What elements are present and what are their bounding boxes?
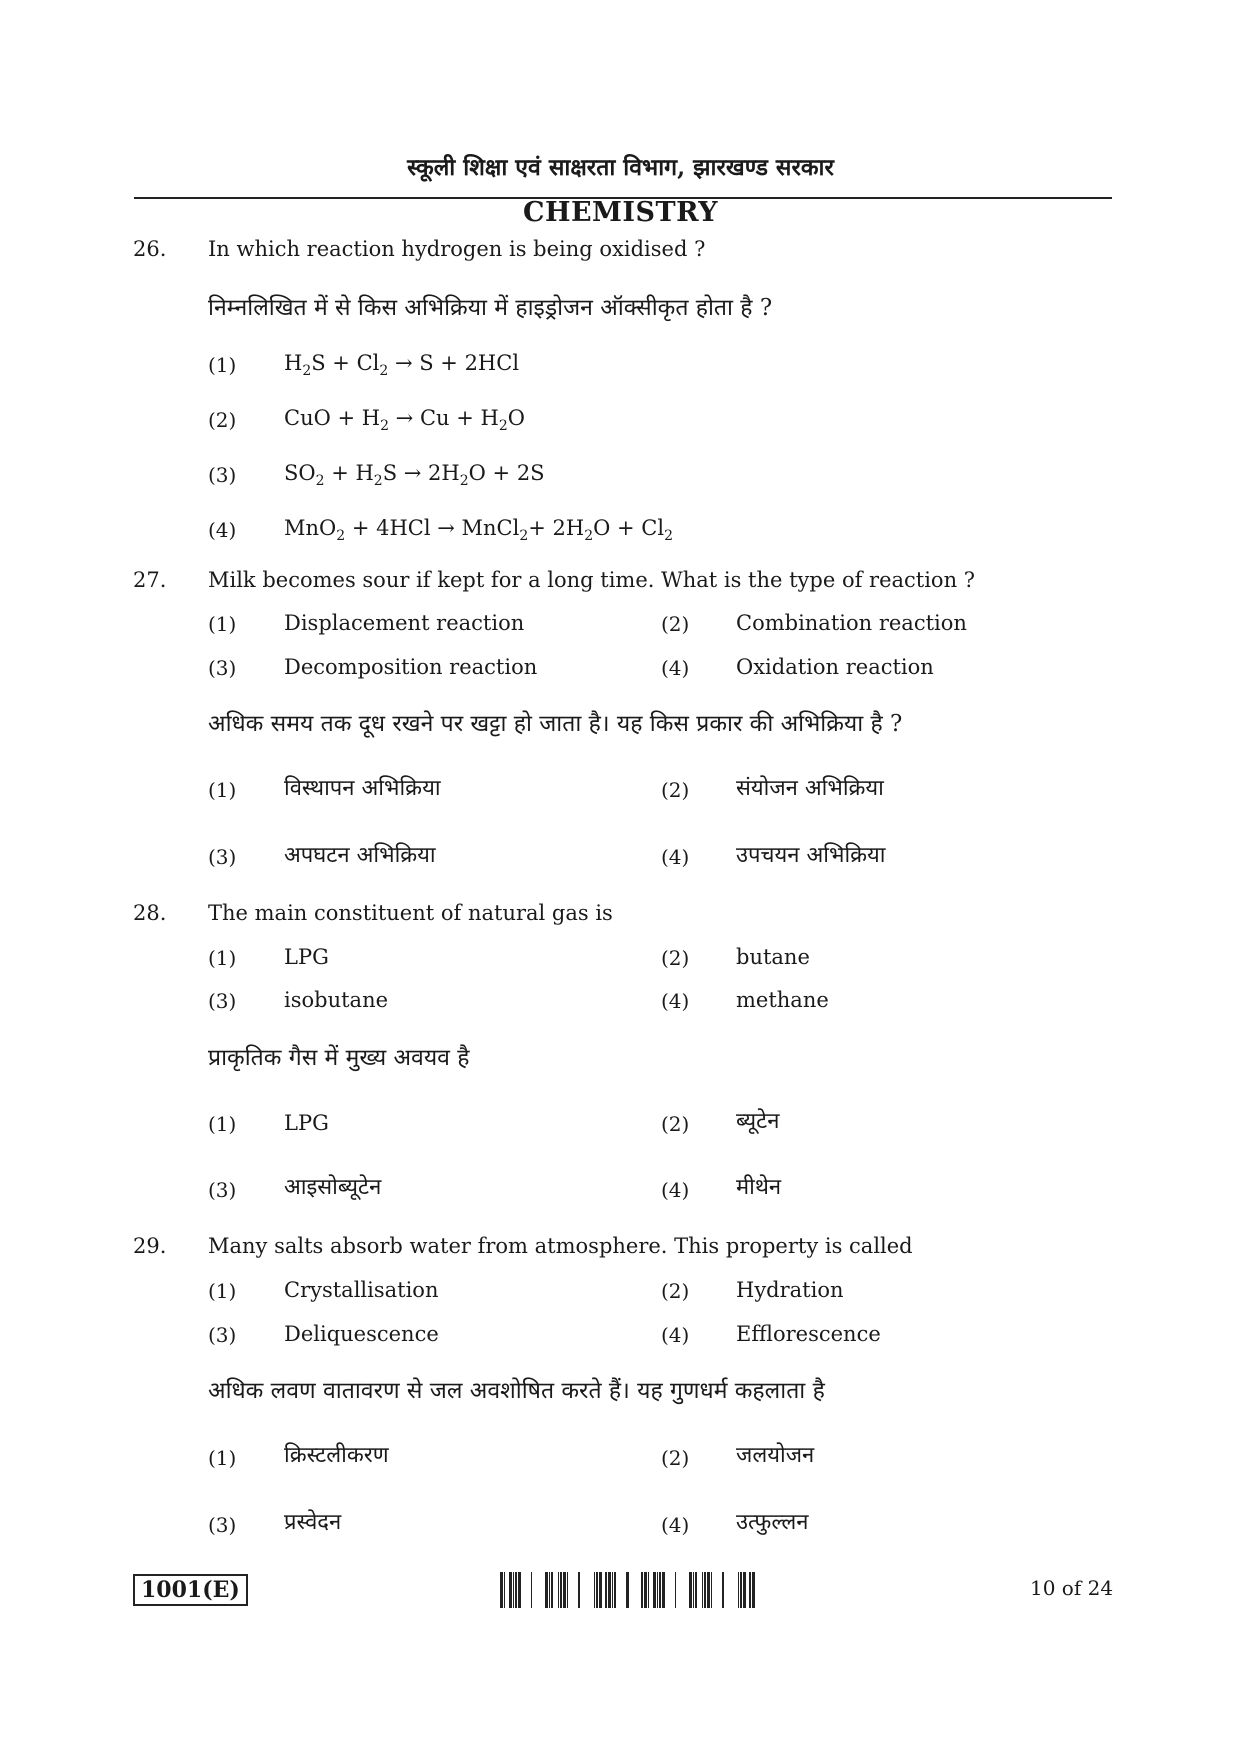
q26-option-3-number: (3) (208, 463, 237, 487)
barcode-bar (614, 1572, 616, 1608)
q27-hi-option-3-number: (3) (208, 845, 237, 869)
q27-hi-option-1-text: विस्थापन अभिक्रिया (284, 776, 441, 801)
q27-option-1-number: (1) (208, 612, 237, 636)
q28-hi-option-1-number: (1) (208, 1112, 237, 1136)
question-28-text-en: The main constituent of natural gas is (208, 901, 613, 925)
question-29-number: 29. (133, 1234, 167, 1258)
q26-option-4-equation: MnO$_2$ + 4HCl → MnCl$_2$+ $2H_2O + Cl_2$ (284, 516, 674, 545)
barcode-bar (504, 1572, 505, 1608)
q28-hi-option-2-text: ब्यूटेन (736, 1109, 780, 1134)
q29-hi-option-3-number: (3) (208, 1513, 237, 1537)
q27-hi-option-4-text: उपचयन अभिक्रिया (736, 843, 886, 868)
q27-option-2-number: (2) (661, 612, 690, 636)
q27-option-1-text: Displacement reaction (284, 611, 525, 635)
q29-hi-option-3-text: प्रस्वेदन (284, 1510, 342, 1535)
barcode-bar (657, 1572, 658, 1608)
barcode-bar (605, 1572, 607, 1608)
q28-hi-option-2-number: (2) (661, 1112, 690, 1136)
barcode-bar (707, 1572, 710, 1608)
q29-option-2-number: (2) (661, 1279, 690, 1303)
q28-option-4-text: methane (736, 988, 829, 1012)
barcode-bar (743, 1572, 746, 1608)
question-26-text-en: In which reaction hydrogen is being oxidised ? (208, 237, 706, 261)
q27-hi-option-2-text: संयोजन अभिक्रिया (736, 776, 884, 801)
barcode-bar (752, 1572, 755, 1608)
barcode-bar (711, 1572, 712, 1608)
q26-option-1-equation: $H_2S + Cl_2 \to S + 2HCl$ (284, 351, 520, 380)
q29-hi-option-2-number: (2) (661, 1446, 690, 1470)
barcode-bar (500, 1572, 503, 1608)
question-27-text-en: Milk becomes sour if kept for a long time. What is the type of reaction ? (208, 568, 976, 592)
barcode-bar (549, 1572, 550, 1608)
q29-hi-option-1-text: क्रिस्टलीकरण (284, 1443, 389, 1468)
q29-hi-option-4-number: (4) (661, 1513, 690, 1537)
barcode-bar (749, 1572, 751, 1608)
barcode-bar (560, 1572, 562, 1608)
barcode-bar (558, 1572, 559, 1608)
q27-option-4-text: Oxidation reaction (736, 655, 934, 679)
q26-option-1-number: (1) (208, 353, 237, 377)
barcode-bar (551, 1572, 553, 1608)
q29-hi-option-1-number: (1) (208, 1446, 237, 1470)
q29-option-4-text: Efflorescence (736, 1322, 881, 1346)
question-28-number: 28. (133, 901, 167, 925)
q27-option-4-number: (4) (661, 656, 690, 680)
barcode-bar (608, 1572, 611, 1608)
q27-option-3-number: (3) (208, 656, 237, 680)
q28-hi-option-1-text: LPG (284, 1111, 329, 1135)
barcode (500, 1572, 758, 1608)
barcode-bar (659, 1572, 661, 1608)
question-27-number: 27. (133, 568, 167, 592)
q28-hi-option-3-number: (3) (208, 1178, 237, 1202)
barcode-bar (626, 1572, 629, 1608)
q28-option-4-number: (4) (661, 989, 690, 1013)
q28-hi-option-4-text: मीथेन (736, 1175, 782, 1200)
q29-option-1-text: Crystallisation (284, 1278, 439, 1302)
q28-option-2-text: butane (736, 945, 810, 969)
q29-hi-option-2-text: जलयोजन (736, 1443, 815, 1468)
q29-option-4-number: (4) (661, 1323, 690, 1347)
subject-title: CHEMISTRY (522, 197, 719, 228)
barcode-bar (599, 1572, 602, 1608)
barcode-bar (662, 1572, 665, 1608)
q29-option-1-number: (1) (208, 1279, 237, 1303)
q26-option-4-number: (4) (208, 518, 237, 542)
q27-hi-option-2-number: (2) (661, 778, 690, 802)
q29-option-3-text: Deliquescence (284, 1322, 439, 1346)
barcode-bar (515, 1572, 517, 1608)
barcode-bar (689, 1572, 692, 1608)
question-29-text-en: Many salts absorb water from atmosphere. This property is called (208, 1234, 913, 1258)
question-29-text-hi: अधिक लवण वातावरण से जल अवशोषित करते हैं। यह गुणधर्म कहलाता है (208, 1378, 825, 1404)
barcode-bar (578, 1572, 580, 1608)
question-27-text-hi: अधिक समय तक दूध रखने पर खट्टा हो जाता है। यह किस प्रकार की अभिक्रिया है ? (208, 711, 903, 737)
barcode-bar (695, 1572, 697, 1608)
q28-option-1-number: (1) (208, 946, 237, 970)
barcode-bar (738, 1572, 739, 1608)
barcode-bar (596, 1572, 598, 1608)
barcode-bar (563, 1572, 566, 1608)
barcode-bar (518, 1572, 521, 1608)
barcode-bar (513, 1572, 514, 1608)
department-header: स्कूली शिक्षा एवं साक्षरता विभाग, झारखण्ड सरकार (407, 154, 834, 181)
q29-option-3-number: (3) (208, 1323, 237, 1347)
barcode-bar (740, 1572, 742, 1608)
barcode-bar (641, 1572, 643, 1608)
barcode-bar (675, 1572, 676, 1608)
q27-hi-option-3-text: अपघटन अभिक्रिया (284, 843, 436, 868)
paper-code: 1001(E) (133, 1574, 248, 1606)
q27-hi-option-4-number: (4) (661, 845, 690, 869)
q29-hi-option-4-text: उत्फुल्लन (736, 1510, 809, 1535)
q26-option-2-number: (2) (208, 408, 237, 432)
question-26-number: 26. (133, 237, 167, 261)
barcode-bar (612, 1572, 613, 1608)
q27-hi-option-1-number: (1) (208, 778, 237, 802)
q27-option-3-text: Decomposition reaction (284, 655, 538, 679)
q29-option-2-text: Hydration (736, 1278, 844, 1302)
barcode-bar (594, 1572, 595, 1608)
q28-option-1-text: LPG (284, 945, 329, 969)
q28-option-3-number: (3) (208, 989, 237, 1013)
barcode-bar (531, 1572, 532, 1608)
question-28-text-hi: प्राकृतिक गैस में मुख्य अवयव है (208, 1045, 470, 1071)
q28-option-3-text: isobutane (284, 988, 389, 1012)
barcode-bar (702, 1572, 703, 1608)
barcode-bar (648, 1572, 649, 1608)
barcode-bar (704, 1572, 706, 1608)
barcode-bar (567, 1572, 568, 1608)
barcode-bar (509, 1572, 512, 1608)
barcode-bar (545, 1572, 548, 1608)
barcode-bar (693, 1572, 694, 1608)
q26-option-3-equation: $SO_2 + H_2S \to 2H_2O + 2S$ (284, 461, 545, 490)
barcode-bar (722, 1572, 724, 1608)
q26-option-2-equation: CuO + $H_2 \to Cu + H_2O$ (284, 406, 525, 435)
page-number: 10 of 24 (1030, 1576, 1114, 1600)
q28-hi-option-3-text: आइसोब्यूटेन (284, 1175, 382, 1200)
q27-option-2-text: Combination reaction (736, 611, 967, 635)
q28-hi-option-4-number: (4) (661, 1178, 690, 1202)
barcode-bar (644, 1572, 647, 1608)
question-26-text-hi: निम्नलिखित में से किस अभिक्रिया में हाइड्रोजन ऑक्सीकृत होता है ? (208, 295, 773, 321)
q28-option-2-number: (2) (661, 946, 690, 970)
barcode-bar (653, 1572, 656, 1608)
